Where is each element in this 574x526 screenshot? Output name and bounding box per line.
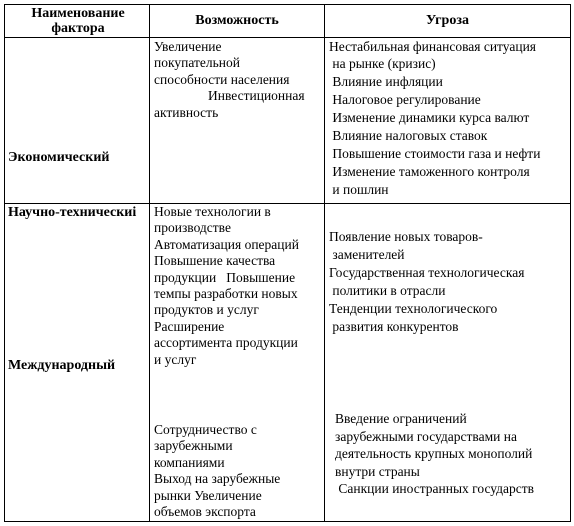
scientific-threats (329, 228, 570, 336)
threat-line: Тенденции технологического (329, 301, 498, 316)
opportunity-line: ассортимента продукции (154, 335, 298, 351)
threat-line: Влияние инфляции (329, 74, 443, 90)
factor-scientific-technical: Научно-техническиі (8, 205, 137, 220)
international-threats (335, 410, 570, 498)
table-border-right (570, 4, 571, 522)
header-threat (325, 13, 570, 28)
threat-line: и пошлин (329, 182, 389, 198)
opportunity-line: темпы разработки новых (154, 286, 298, 302)
opportunity-line: Сотрудничество с (154, 422, 257, 437)
economic-opportunities (154, 39, 305, 121)
threat-line: политики в отрасли (329, 283, 446, 298)
threat-line: деятельность крупных монополий (335, 446, 533, 461)
opportunity-line: способности населения (154, 71, 290, 87)
table-border-bottom (4, 521, 571, 522)
threat-line: зарубежными государствами на (335, 428, 517, 444)
opportunity-line: зарубежными (154, 438, 233, 454)
international-opportunities (154, 422, 280, 520)
threat-line: развития конкурентов (329, 319, 459, 334)
header-opportunity-label: Возможность (195, 13, 279, 28)
opportunity-line: Автоматизация операций (154, 236, 299, 252)
threat-line: Появление новых товаров- (329, 229, 483, 244)
threat-line: Повышение стоимости газа и нефти (329, 146, 541, 162)
threat-line: Изменение динамики курса валют (329, 110, 530, 126)
opportunity-line: продукции Повышение (154, 269, 296, 285)
economic-threats (329, 39, 570, 199)
header-factor-label: Наименование фактора (31, 6, 125, 36)
threat-line: Нестабильная финансовая ситуация (329, 39, 537, 54)
header-threat-label: Угроза (426, 13, 469, 28)
threat-line: Введение ограничений (335, 411, 467, 426)
opportunity-line: покупательной (154, 55, 240, 71)
factor-international: Международный (8, 358, 116, 373)
threat-line: заменителей (329, 247, 405, 262)
threat-line: Влияние налоговых ставок (329, 128, 488, 144)
header-divider (4, 37, 571, 38)
opportunity-line: и услуг (154, 351, 197, 367)
threat-line: на рынке (кризис) (329, 56, 436, 72)
opportunity-line: Повышение качества (154, 253, 276, 269)
opportunity-line: Новые технологии в (154, 204, 271, 219)
opportunity-line: продуктов и услуг (154, 302, 259, 318)
scientific-opportunities (154, 204, 299, 368)
threat-line: Государственная технологическая (329, 265, 525, 280)
threat-line: Изменение таможенного контроля (329, 164, 530, 180)
column-divider (149, 4, 150, 522)
table-border-left (4, 4, 5, 522)
opportunity-line: объемов экспорта (154, 504, 256, 520)
table-border-top (4, 4, 571, 5)
opportunity-line: Увеличение (154, 39, 222, 54)
opportunity-line: Инвестиционная (154, 88, 305, 104)
factor-economic: Экономический (8, 150, 110, 165)
header-factor (8, 6, 148, 36)
opportunity-line: активность (154, 104, 219, 120)
opportunity-line: Выход на зарубежные (154, 471, 281, 487)
opportunity-line: компаниями (154, 454, 225, 470)
opportunity-line: производстве (154, 220, 231, 236)
swot-factor-table (4, 4, 571, 522)
opportunity-line: Расширение (154, 318, 225, 334)
threat-line: Налоговое регулирование (329, 92, 481, 108)
threat-line: Санкции иностранных государств (335, 481, 535, 496)
threat-line: внутри страны (335, 463, 420, 479)
opportunity-line: рынки Увеличение (154, 487, 262, 503)
header-opportunity (150, 13, 324, 28)
column-divider (324, 4, 325, 522)
